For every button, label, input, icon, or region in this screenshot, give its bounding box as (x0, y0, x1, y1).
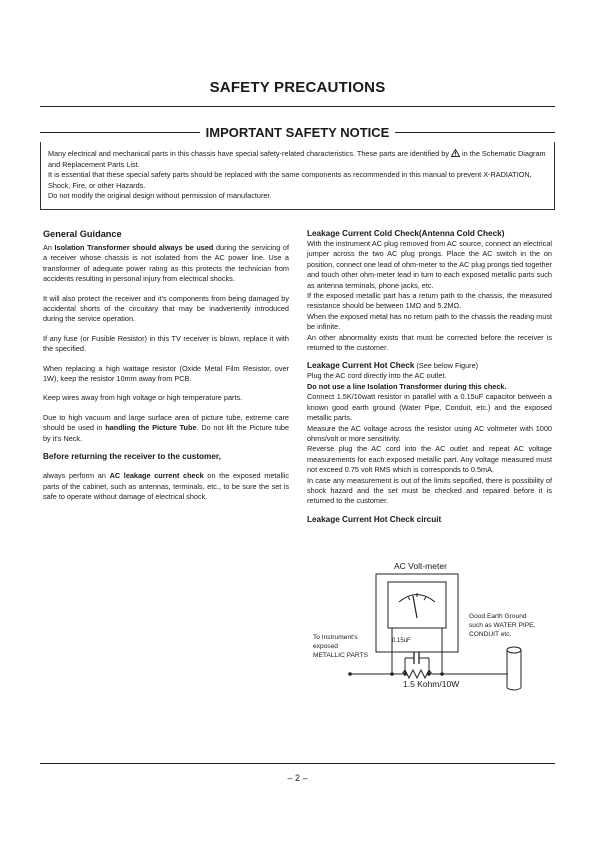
earth-label-line-3: CONDUIT etc. (469, 631, 512, 638)
water-pipe-top (507, 647, 521, 653)
earth-label-line-2: such as WATER PIPE, (469, 622, 536, 629)
general-paragraph-4: When replacing a high wattage resistor (Oxide Metal Film Resistor, over 1W), keep the resistor 10mm away from PCB. (43, 363, 289, 384)
notice-line-1-end: in the Schematic Diagram and Replacement Parts List. (48, 149, 546, 169)
title-divider (40, 106, 555, 107)
notice-heading (40, 122, 555, 142)
water-pipe-bottom (507, 688, 521, 690)
cold-check-paragraph-3: When the exposed metal has no return path to the chassis the reading must be infinite. (307, 311, 552, 332)
general-paragraph-1 (43, 243, 289, 285)
cold-check-paragraph-1: With the instrument AC plug removed from AC source, connect an electrical jumper across the two AC plug prongs. Place the AC switch in the on position, connect one lead of ohm-meter to the AC plug prongs tied together and touch other ohm-meter lead in turn to each exposed metallic parts such as antenna terminals, phone jacks, etc. (307, 239, 553, 290)
warning-triangle-icon (451, 149, 460, 157)
right-column (307, 228, 552, 525)
left-column (43, 228, 289, 502)
junction-dot (348, 672, 352, 676)
capacitor-label: 0.15uF (392, 638, 411, 644)
hot-check-heading (307, 360, 552, 371)
page-title: SAFETY PRECAUTIONS (209, 79, 386, 96)
hot-check-paragraph-4: Measure the AC voltage across the resistor using AC voltmeter with 1000 ohms/volt or more sensitivity. (307, 423, 552, 443)
hot-check-paragraph-5: Reverse plug the AC cord into the AC outlet and repeat AC voltage measurements for each exposed metallic part. Any voltage measured must not exceed 0.75 volt RMS which is corresponds to 0.5mA. (307, 444, 552, 475)
notice-line-3: Do not modify the original design without permission of manufacturer. (48, 191, 272, 200)
hot-check-paragraph-3: Connect 1.5K/10watt resistor in parallel with a 0.15uF capacitor between a known good earth ground (Water Pipe, Conduit, etc.) and the exposed metallic parts. (307, 392, 552, 423)
text-span: during the servicing of a receiver whose chassis is not isolated from the AC power line. Use a transformer of adequate power rating as this protects the technician from accidents resulting in personal injury from electrical shocks. (43, 243, 290, 284)
notice-heading-text: IMPORTANT SAFETY NOTICE (205, 124, 390, 140)
cold-check-heading: Leakage Current Cold Check(Antenna Cold Check) (307, 229, 505, 238)
voltmeter-label: AC Volt-meter (394, 561, 447, 571)
voltmeter-face (388, 582, 446, 628)
voltmeter-needle (413, 596, 417, 618)
notice-line-2: It is essential that these special safety parts should be replaced with the same components as recommended in this manual to prevent X-RADIATION, Shock, Fire, or other Hazards. (48, 170, 532, 190)
emphasis-text: handling the Picture Tube (105, 423, 197, 433)
text-span: always perform an (43, 471, 110, 481)
text-span: on the exposed metallic parts of the cabinet, such as antennas, terminals, etc., to be sure the set is safe to operate without damage of electrical shock. (43, 471, 289, 501)
general-paragraph-7 (43, 471, 289, 502)
before-returning-heading: Before returning the receiver to the customer, (43, 452, 221, 462)
hot-check-warning (307, 382, 552, 392)
general-paragraph-6 (43, 413, 289, 444)
junction-dot (403, 672, 407, 676)
notice-heading-left-rule (40, 132, 200, 133)
instrument-label-line-3: METALLIC PARTS (313, 652, 368, 659)
junction-dot (390, 672, 394, 676)
general-paragraph-2: It will also protect the receiver and it's components from being damaged by accidental shorts of the circuitary that may be inadvertently introduced during the service operation. (43, 293, 289, 324)
voltmeter-tick (424, 597, 426, 600)
junction-dot (427, 672, 431, 676)
junction-dot (440, 672, 444, 676)
earth-label-line-1: Good Earth Ground (469, 613, 527, 620)
emphasis-text: Do not use a line Isolation Transformer during this check. (307, 381, 507, 391)
hot-check-circuit-diagram (310, 560, 555, 710)
emphasis-text: AC leakage current check (109, 471, 204, 481)
text-span: Due to high vacuum and large surface area of picture tube, extreme care should be used in (43, 412, 289, 433)
cold-check-paragraph-2: If the exposed metallic part has a return path to the chassis, the measured resistance should be between 1MΩ and 5.2MΩ. (307, 291, 552, 311)
general-guidance-heading: General Guidance (43, 229, 122, 239)
hot-check-paragraph-1: Plug the AC cord directly into the AC outlet. (307, 371, 447, 381)
instrument-label-line-1: To Instrument's (313, 634, 358, 641)
circuit-heading: Leakage Current Hot Check circuit (307, 514, 442, 524)
emphasis-text: Isolation Transformer should always be used (54, 243, 214, 252)
voltmeter-tick (408, 597, 410, 600)
footer-divider (40, 763, 555, 764)
cold-check-paragraph-4: An other abnormality exists that must be corrected before the receiver is returned to the customer. (307, 332, 552, 353)
text-span: . Do not lift the Picture tube by it's Neck. (43, 423, 290, 443)
notice-line-1 (48, 149, 548, 170)
text-span: An (43, 243, 55, 252)
page-number: – 2 – (287, 773, 308, 783)
resistor-label: 1.5 Kohm/10W (403, 679, 460, 689)
hot-check-heading-text: Leakage Current Hot Check (307, 361, 415, 371)
hot-check-paragraph-6: In case any measurement is out of the limits sepcified, there is possibility of shock hazard and the set must be checked and repaired before it is returned to the customer. (307, 475, 552, 506)
notice-line-1-start: Many electrical and mechanical parts in this chassis have special safety-related characteristics. These parts are identified by (48, 149, 449, 158)
notice-heading-right-rule (395, 132, 555, 133)
instrument-label-line-2: exposed (313, 643, 338, 650)
general-paragraph-3: If any fuse (or Fusible Resistor) in this TV receiver is blown, replace it with the specified. (43, 333, 289, 354)
general-paragraph-5: Keep wires away from high voltage or high temperature parts. (43, 393, 243, 403)
safety-notice-box (40, 142, 555, 210)
circuit-schematic (310, 560, 555, 710)
hot-check-heading-note: (See below Figure) (414, 361, 479, 371)
